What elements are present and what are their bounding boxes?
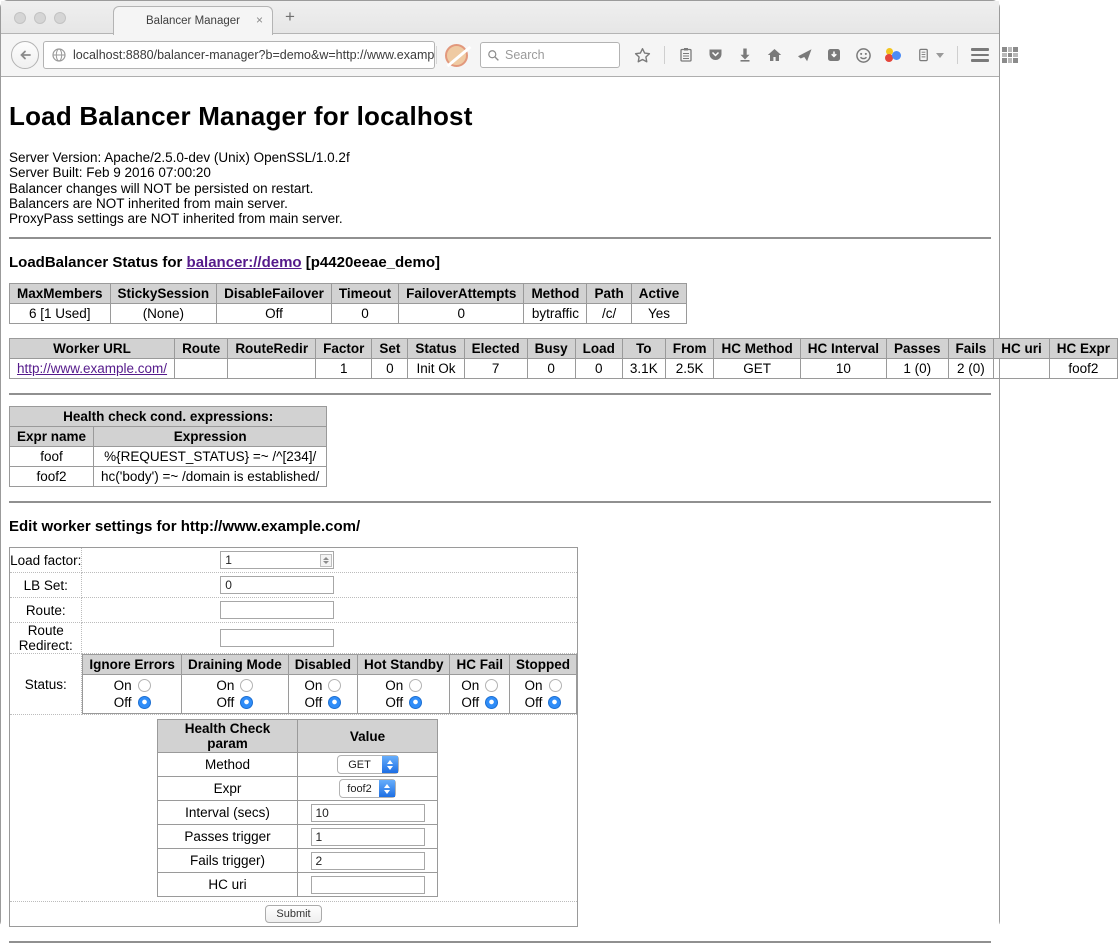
stopped-on-radio[interactable] (549, 679, 562, 692)
col-path: Path (587, 284, 631, 304)
route-label: Route: (10, 598, 82, 623)
divider (9, 393, 991, 395)
zoom-window-button[interactable] (54, 12, 66, 24)
divider (9, 237, 991, 239)
chat-smiley-icon[interactable] (855, 47, 872, 64)
worker-url-link[interactable]: http://www.example.com/ (17, 361, 168, 377)
route-input[interactable] (220, 601, 334, 619)
col-draining-mode: Draining Mode (181, 655, 288, 675)
proxypass-note-line: ProxyPass settings are NOT inherited from main server. (9, 211, 343, 227)
url-text[interactable]: localhost:8880/balancer-manager?b=demo&w=http://www.examp (73, 48, 435, 62)
hc-fail-off-radio[interactable] (485, 696, 498, 709)
health-check-expressions-table (9, 406, 327, 487)
search-icon (487, 49, 500, 62)
pocket-icon[interactable] (707, 47, 724, 63)
ignore-errors-off-radio[interactable] (138, 696, 151, 709)
tab-bar (1, 1, 999, 34)
expr-table-title: Health check cond. expressions: (10, 407, 327, 427)
hot-standby-off-radio[interactable] (409, 696, 422, 709)
search-input[interactable] (505, 48, 605, 62)
menu-icon[interactable] (971, 48, 989, 62)
fails-input[interactable] (311, 852, 425, 870)
tab-title: Balancer Manager (146, 15, 240, 27)
table-row: foof %{REQUEST_STATUS} =~ /^[234]/ (10, 447, 327, 467)
divider (9, 501, 991, 503)
status-radios-table: Ignore Errors Draining Mode Disabled Hot Standby HC Fail Stopped On Off On Off On Off On Off On Off On Off (82, 654, 577, 714)
balancer-status-heading: LoadBalancer Status for balancer://demo [p4420eeae_demo] (9, 254, 440, 272)
edit-worker-heading: Edit worker settings for http://www.example.com/ (9, 518, 361, 536)
method-select[interactable]: GET (337, 755, 399, 774)
col-worker-url: Worker URL (10, 339, 175, 359)
balancer-demo-link[interactable]: balancer://demo (186, 254, 302, 272)
disabled-on-radio[interactable] (328, 679, 341, 692)
server-built-line: Server Built: Feb 9 2016 07:00:20 (9, 165, 211, 181)
reading-list-icon[interactable] (678, 47, 694, 63)
col-failoverattempts: FailoverAttempts (399, 284, 524, 304)
col-ignore-errors: Ignore Errors (83, 655, 182, 675)
col-timeout: Timeout (331, 284, 398, 304)
downloads-icon[interactable] (737, 47, 753, 63)
number-stepper-icon[interactable] (320, 554, 332, 567)
back-arrow-icon (17, 47, 33, 63)
stopped-off-radio[interactable] (548, 696, 561, 709)
page-title: Load Balancer Manager for localhost (9, 101, 473, 131)
hc-fail-on-radio[interactable] (485, 679, 498, 692)
hc-uri-label: HC uri (158, 873, 298, 897)
bookmark-star-icon[interactable] (634, 47, 651, 64)
tab-close-icon[interactable]: × (255, 13, 263, 27)
load-factor-label: Load factor: (10, 548, 82, 573)
worker-status-table: Worker URL Route RouteRedir Factor Set Status Elected Busy Load To From HC Method HC Interval Passes Fails HC uri HC Expr http://www.example.com/ 1 0 Init Ok 7 0 0 3.1K 2.5K GET 10 1 (0) 2 (0) foof2 (9, 338, 1118, 379)
route-redirect-label: Route Redirect: (10, 623, 82, 654)
lb-set-label: LB Set: (10, 573, 82, 598)
col-hc-param: Health Check param (158, 720, 298, 753)
load-factor-input[interactable] (220, 551, 334, 569)
navigation-toolbar (1, 34, 999, 77)
draining-mode-on-radio[interactable] (240, 679, 253, 692)
health-check-params-table (157, 719, 438, 897)
edit-worker-form (9, 547, 578, 927)
download-panel-icon[interactable] (826, 47, 842, 63)
select-stepper-icon (379, 780, 395, 797)
fails-label: Fails trigger) (158, 849, 298, 873)
lb-set-input[interactable] (220, 576, 334, 594)
home-icon[interactable] (766, 47, 783, 63)
table-row: http://www.example.com/ 1 0 Init Ok 7 0 0 3.1K 2.5K GET 10 1 (0) 2 (0) foof2 (10, 359, 1118, 379)
send-icon[interactable] (796, 47, 813, 63)
expr-label: Expr (158, 777, 298, 801)
col-disablefailover: DisableFailover (217, 284, 332, 304)
col-stickysession: StickySession (110, 284, 217, 304)
passes-label: Passes trigger (158, 825, 298, 849)
globe-icon (51, 47, 67, 63)
col-expr-name: Expr name (10, 427, 94, 447)
content-blocked-icon[interactable] (445, 44, 468, 67)
close-window-button[interactable] (14, 12, 26, 24)
col-disabled: Disabled (288, 655, 357, 675)
col-stopped: Stopped (510, 655, 577, 675)
col-hot-standby: Hot Standby (357, 655, 450, 675)
col-maxmembers: MaxMembers (10, 284, 111, 304)
persist-note-line: Balancer changes will NOT be persisted on restart. (9, 180, 314, 196)
draining-mode-off-radio[interactable] (240, 696, 253, 709)
col-method: Method (524, 284, 587, 304)
select-stepper-icon (382, 756, 398, 773)
expr-select[interactable]: foof2 (339, 779, 395, 798)
status-label: Status: (10, 654, 82, 715)
addon-panel-icon[interactable] (916, 47, 931, 63)
col-hc-value: Value (298, 720, 438, 753)
tab-balancer-manager[interactable] (113, 6, 273, 35)
minimize-window-button[interactable] (34, 12, 46, 24)
window-controls[interactable] (14, 12, 66, 24)
inherit-note-line: Balancers are NOT inherited from main server. (9, 195, 288, 211)
page-content (1, 77, 1111, 927)
hc-uri-input[interactable] (311, 876, 425, 894)
back-button[interactable] (11, 41, 39, 69)
col-active: Active (631, 284, 687, 304)
server-version-line: Server Version: Apache/2.5.0-dev (Unix) OpenSSL/1.0.2f (9, 150, 350, 165)
col-expression: Expression (94, 427, 327, 447)
new-tab-button[interactable]: + (285, 7, 295, 26)
url-bar[interactable] (43, 41, 435, 69)
hot-standby-on-radio[interactable] (409, 679, 422, 692)
interval-input[interactable] (311, 804, 425, 822)
method-label: Method (158, 753, 298, 777)
interval-label: Interval (secs) (158, 801, 298, 825)
passes-input[interactable] (311, 828, 425, 846)
table-row: foof2 hc('body') =~ /domain is established/ (10, 467, 327, 487)
search-bar[interactable] (480, 42, 620, 68)
submit-button[interactable]: Submit (265, 905, 321, 923)
server-info (9, 150, 991, 226)
chevron-down-icon[interactable] (936, 53, 944, 58)
balancer-status-table (9, 283, 687, 324)
ignore-errors-on-radio[interactable] (138, 679, 151, 692)
col-hc-fail: HC Fail (450, 655, 510, 675)
disabled-off-radio[interactable] (328, 696, 341, 709)
tab-groups-icon[interactable] (1002, 47, 1018, 63)
colored-dots-addon-icon[interactable] (885, 47, 903, 63)
route-redirect-input[interactable] (220, 629, 334, 647)
table-row: 6 [1 Used] (None) Off 0 0 bytraffic /c/ Yes (10, 304, 687, 324)
